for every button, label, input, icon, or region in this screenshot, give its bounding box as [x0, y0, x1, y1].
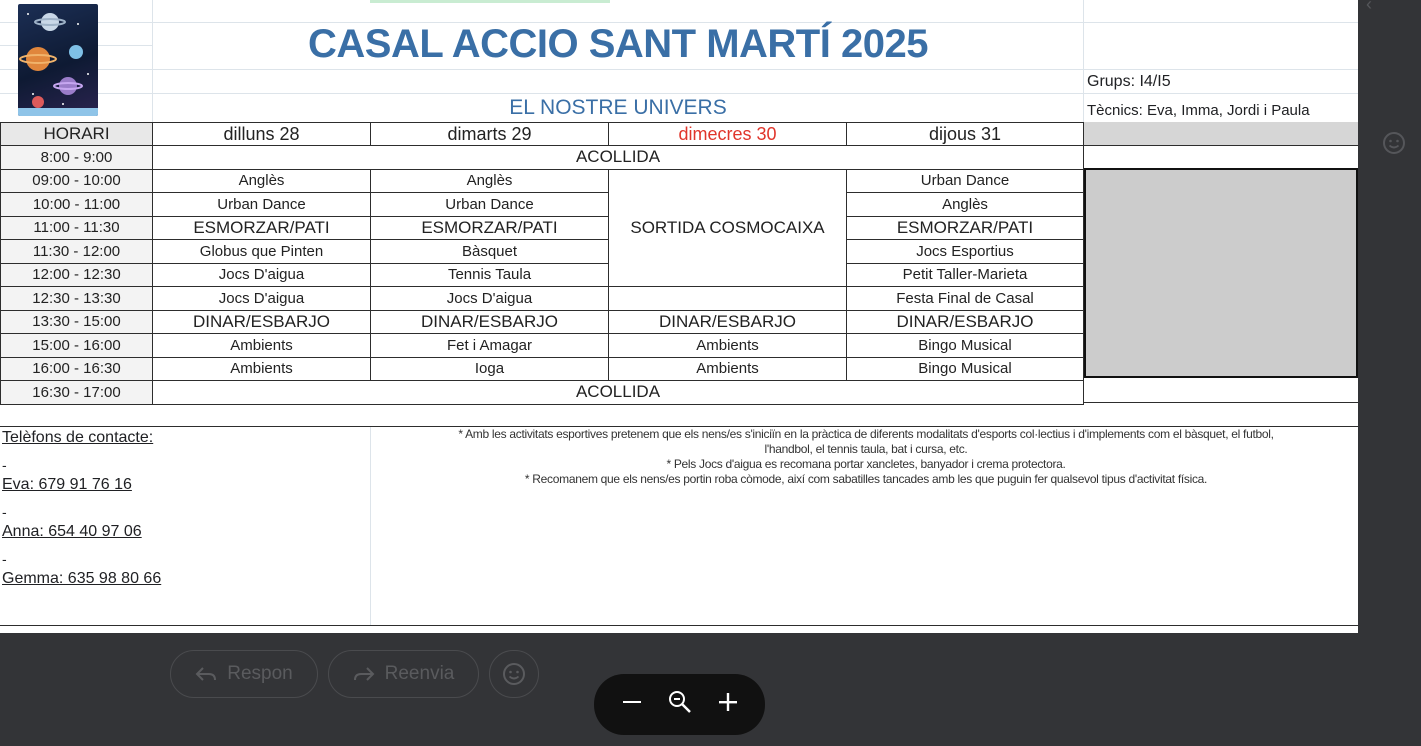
table-row — [1, 216, 1084, 240]
table-row — [1, 334, 1084, 358]
outing-cell: SORTIDA COSMOCAIXA — [609, 169, 847, 287]
note-sports: * Amb les activitats esportives pretenem que els nens/es s'iniciïn en la pràctica de diferents modalitats d'esports col·lectius i d'implements com el bàsquet, el futbol, — [458, 427, 1274, 441]
gridline — [0, 93, 1358, 94]
activity-cell: Ambients — [153, 334, 371, 358]
gridline — [370, 427, 371, 625]
border-line — [0, 625, 1358, 626]
activity-cell: Petit Taller-Marieta — [847, 263, 1084, 287]
time-cell: 12:00 - 12:30 — [1, 263, 153, 287]
header-cell-horari: HORARI — [1, 123, 153, 146]
activity-cell: ESMORZAR/PATI — [847, 216, 1084, 240]
border-line — [1084, 145, 1358, 146]
space-poster-thumbnail — [18, 4, 98, 116]
table-header-row — [1, 123, 1084, 146]
forward-button[interactable] — [328, 650, 479, 698]
activity-cell: Bingo Musical — [847, 334, 1084, 358]
activity-cell: Urban Dance — [847, 169, 1084, 193]
emoji-react-button[interactable] — [489, 650, 539, 698]
activity-cell: Anglès — [847, 193, 1084, 217]
page-title: CASAL ACCIO SANT MARTÍ 2025 — [308, 22, 928, 66]
schedule-table — [0, 122, 1084, 405]
activity-cell: Jocs Esportius — [847, 240, 1084, 264]
emoji-icon — [502, 662, 526, 686]
magnifier-icon[interactable] — [667, 689, 693, 720]
time-cell: 11:30 - 12:00 — [1, 240, 153, 264]
time-cell: 15:00 - 16:00 — [1, 334, 153, 358]
header-cell-tuesday: dimarts 29 — [371, 123, 609, 146]
gridline — [0, 69, 1358, 70]
activity-cell: DINAR/ESBARJO — [371, 310, 609, 334]
activity-cell: Jocs D'aigua — [153, 263, 371, 287]
activity-cell: Tennis Taula — [371, 263, 609, 287]
emoji-icon[interactable] — [1382, 131, 1406, 160]
dash: - — [2, 457, 7, 473]
activity-cell: Anglès — [371, 169, 609, 193]
activity-cell: ESMORZAR/PATI — [153, 216, 371, 240]
acollida-cell: ACOLLIDA — [153, 146, 1084, 170]
planets-illustration — [18, 4, 98, 116]
activity-cell: Ambients — [609, 357, 847, 381]
activity-cell — [609, 287, 847, 311]
activity-cell: Ambients — [153, 357, 371, 381]
zoom-toolbar — [594, 674, 765, 735]
header-cell-thursday: dijous 31 — [847, 123, 1084, 146]
activity-cell: Bàsquet — [371, 240, 609, 264]
gridline — [1083, 0, 1084, 122]
time-cell: 8:00 - 9:00 — [1, 146, 153, 170]
reply-label: Respon — [227, 663, 293, 684]
forward-arrow-icon — [353, 665, 375, 683]
time-cell: 10:00 - 11:00 — [1, 193, 153, 217]
activity-cell: DINAR/ESBARJO — [153, 310, 371, 334]
time-cell: 09:00 - 10:00 — [1, 169, 153, 193]
activity-cell: Urban Dance — [153, 193, 371, 217]
table-row — [1, 357, 1084, 381]
time-cell: 16:30 - 17:00 — [1, 381, 153, 405]
dash: - — [2, 551, 7, 567]
border-line — [1084, 402, 1358, 403]
groups-label: Grups: I4/I5 — [1087, 73, 1171, 90]
acollida-cell: ACOLLIDA — [153, 381, 1084, 405]
table-row — [1, 240, 1084, 264]
dash: - — [2, 504, 7, 520]
note-clothing: * Recomanem que els nens/es portin roba còmode, així com sabatilles tancades amb les que puguin fer qualsevol tipus d'activitat física. — [524, 472, 1208, 486]
gray-placeholder-box — [1084, 168, 1358, 378]
header-cell-wednesday: dimecres 30 — [609, 123, 847, 146]
table-row — [1, 169, 1084, 193]
header-gray-bar — [1084, 122, 1358, 145]
technicians-label: Tècnics: Eva, Imma, Jordi i Paula — [1087, 102, 1310, 119]
contacts-heading: Telèfons de contacte: — [2, 429, 154, 446]
table-row — [1, 381, 1084, 405]
activity-cell: DINAR/ESBARJO — [847, 310, 1084, 334]
top-highlight — [370, 0, 610, 3]
theme-subtitle: EL NOSTRE UNIVERS — [509, 96, 727, 119]
table-row — [1, 310, 1084, 334]
activity-cell: Jocs D'aigua — [371, 287, 609, 311]
activity-cell: Ioga — [371, 357, 609, 381]
activity-cell: Anglès — [153, 169, 371, 193]
activity-cell: Bingo Musical — [847, 357, 1084, 381]
activity-cell: Globus que Pinten — [153, 240, 371, 264]
table-row — [1, 263, 1084, 287]
activity-cell: Jocs D'aigua — [153, 287, 371, 311]
time-cell: 13:30 - 15:00 — [1, 310, 153, 334]
contact-gemma: Gemma: 635 98 80 66 — [2, 570, 162, 587]
forward-label: Reenvia — [384, 663, 455, 684]
header-cell-monday: dilluns 28 — [153, 123, 371, 146]
activity-cell: Fet i Amagar — [371, 334, 609, 358]
contact-eva: Eva: 679 91 76 16 — [2, 476, 132, 493]
reply-arrow-icon — [195, 665, 217, 683]
note-water-games: * Pels Jocs d'aigua es recomana portar xancletes, banyador i crema protectora. — [666, 457, 1066, 471]
note-sports-cont: l'handbol, el tennis taula, bat i cursa, etc. — [764, 442, 968, 456]
time-cell: 16:00 - 16:30 — [1, 357, 153, 381]
activity-cell: ESMORZAR/PATI — [371, 216, 609, 240]
plus-icon[interactable] — [716, 690, 740, 719]
minus-icon[interactable] — [620, 690, 644, 719]
activity-cell: DINAR/ESBARJO — [609, 310, 847, 334]
table-row — [1, 146, 1084, 170]
activity-cell: Urban Dance — [371, 193, 609, 217]
activity-cell: Ambients — [609, 334, 847, 358]
table-row — [1, 287, 1084, 311]
contact-anna: Anna: 654 40 97 06 — [2, 523, 142, 540]
time-cell: 11:00 - 11:30 — [1, 216, 153, 240]
time-cell: 12:30 - 13:30 — [1, 287, 153, 311]
chevron-left-icon[interactable]: ‹ — [1366, 0, 1372, 14]
reply-button[interactable] — [170, 650, 318, 698]
table-row — [1, 193, 1084, 217]
activity-cell: Festa Final de Casal — [847, 287, 1084, 311]
